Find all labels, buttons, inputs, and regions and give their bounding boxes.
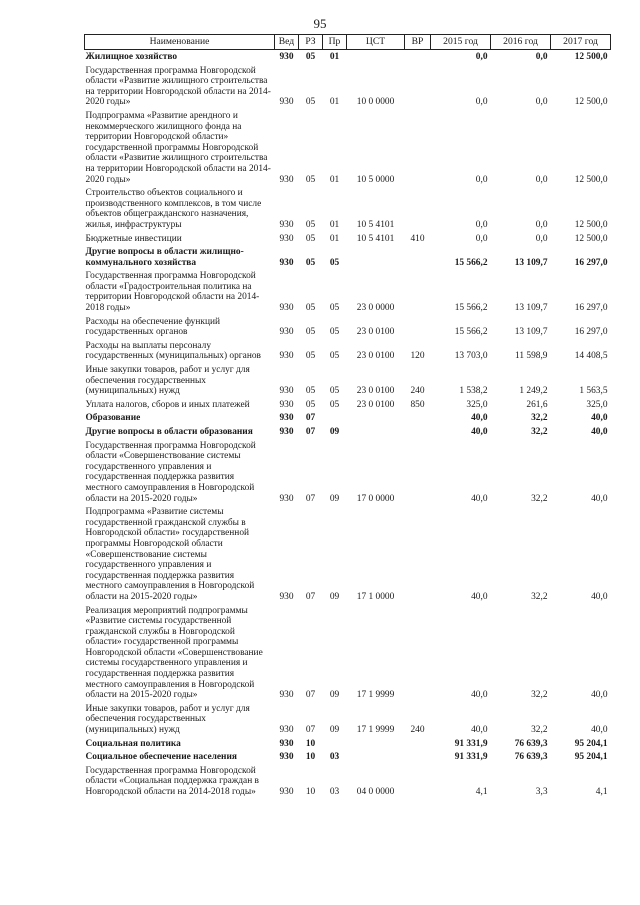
cell-pr: 09 bbox=[329, 725, 340, 736]
table-row bbox=[85, 269, 611, 314]
table-row bbox=[85, 245, 611, 269]
cell-name: Иные закупки товаров, работ и услуг для обеспечения государственных (муниципальных) нужд bbox=[85, 703, 250, 736]
cell-rz: 07 bbox=[305, 413, 316, 424]
cell-cst: 23 0 0100 bbox=[356, 399, 395, 410]
cell-name: Подпрограмма «Развитие арендного и некоммерческого жилищного фонда на территории Новгородской области» государственной программы Новгородской области «Развитие жилищного строительства на территории Новгородской области на 2014-2020 годы» bbox=[85, 110, 271, 185]
cell-cst: 23 0 0000 bbox=[356, 303, 395, 314]
cell-2017: 4,1 bbox=[595, 787, 608, 797]
cell-pr: 01 bbox=[329, 174, 340, 185]
cell-ved: 930 bbox=[279, 52, 294, 62]
cell-name: Другие вопросы в области жилищно-коммунального хозяйства bbox=[85, 247, 244, 268]
cell-cst: 10 5 0000 bbox=[356, 174, 395, 185]
cell-name: Иные закупки товаров, работ и услуг для обеспечения государственных (муниципальных) нужд bbox=[85, 365, 250, 397]
cell-rz: 05 bbox=[305, 233, 316, 244]
cell-2016: 32,2 bbox=[531, 725, 548, 736]
cell-name: Жилищное хозяйство bbox=[85, 52, 178, 62]
cell-vr: 240 bbox=[410, 725, 425, 736]
table-row bbox=[85, 339, 611, 363]
table-row bbox=[85, 109, 611, 186]
cell-2017: 14 408,5 bbox=[574, 351, 608, 362]
cell-pr: 01 bbox=[329, 233, 340, 244]
cell-rz: 05 bbox=[305, 303, 316, 314]
cell-2015: 325,0 bbox=[466, 399, 488, 410]
cell-name: Расходы на выплаты персоналу государственных (муниципальных) органов bbox=[85, 340, 261, 362]
cell-vr bbox=[405, 269, 431, 314]
cell-2015: 0,0 bbox=[475, 97, 488, 108]
cell-2015: 4,1 bbox=[475, 787, 488, 797]
cell-cst: 04 0 0000 bbox=[356, 787, 395, 797]
table-row bbox=[85, 604, 611, 702]
cell-2016: 76 639,3 bbox=[514, 752, 548, 763]
cell-2015: 15 566,2 bbox=[454, 327, 488, 338]
cell-ved: 930 bbox=[279, 738, 294, 749]
header-name: Наименование bbox=[85, 35, 275, 50]
cell-ved: 930 bbox=[279, 427, 294, 437]
table-row bbox=[85, 702, 611, 737]
header-vr: ВР bbox=[405, 35, 431, 50]
cell-ved: 930 bbox=[279, 690, 294, 701]
cell-rz: 05 bbox=[305, 219, 316, 230]
cell-vr bbox=[405, 411, 431, 425]
cell-rz: 07 bbox=[305, 725, 316, 736]
cell-2016: 76 639,3 bbox=[514, 738, 548, 749]
cell-ved: 930 bbox=[279, 257, 294, 268]
cell-rz: 05 bbox=[305, 257, 316, 268]
table-row bbox=[85, 315, 611, 339]
cell-2017: 16 297,0 bbox=[574, 257, 608, 268]
cell-2016: 3,3 bbox=[535, 787, 548, 797]
cell-2015: 40,0 bbox=[471, 493, 488, 504]
cell-2015: 40,0 bbox=[471, 413, 488, 424]
cell-cst bbox=[347, 425, 405, 439]
cell-2016: 261,6 bbox=[526, 399, 548, 410]
cell-2015: 0,0 bbox=[475, 233, 488, 244]
cell-2016: 11 598,9 bbox=[515, 351, 548, 362]
cell-name: Социальная политика bbox=[85, 738, 181, 749]
cell-2017: 95 204,1 bbox=[574, 752, 608, 763]
cell-2017: 40,0 bbox=[591, 690, 608, 701]
cell-vr bbox=[405, 186, 431, 231]
cell-name: Бюджетные инвестиции bbox=[85, 233, 182, 244]
cell-vr bbox=[405, 50, 431, 64]
cell-2015: 15 566,2 bbox=[454, 257, 488, 268]
cell-2015: 40,0 bbox=[471, 427, 488, 437]
header-rz: РЗ bbox=[299, 35, 323, 50]
cell-rz: 05 bbox=[305, 97, 316, 108]
cell-rz: 07 bbox=[305, 427, 316, 437]
cell-2015: 91 331,9 bbox=[454, 738, 488, 749]
table-row bbox=[85, 505, 611, 603]
cell-2017: 40,0 bbox=[591, 725, 608, 736]
cell-cst: 10 5 4101 bbox=[356, 233, 395, 244]
table-header-row bbox=[85, 35, 611, 50]
cell-pr: 09 bbox=[329, 690, 340, 701]
cell-pr: 05 bbox=[329, 303, 340, 314]
cell-2016: 0,0 bbox=[535, 219, 548, 230]
cell-vr bbox=[405, 315, 431, 339]
cell-2016: 32,2 bbox=[531, 413, 548, 424]
cell-2017: 16 297,0 bbox=[574, 327, 608, 338]
cell-2016: 13 109,7 bbox=[514, 303, 548, 314]
cell-vr: 850 bbox=[410, 399, 425, 410]
cell-name: Государственная программа Новгородской области «Социальная поддержка граждан в Новгородской области на 2014-2018 годы» bbox=[85, 765, 259, 797]
cell-name: Другие вопросы в области образования bbox=[85, 427, 253, 437]
cell-2017: 40,0 bbox=[591, 493, 608, 504]
cell-ved: 930 bbox=[279, 351, 294, 362]
cell-name: Уплата налогов, сборов и иных платежей bbox=[85, 399, 250, 410]
cell-ved: 930 bbox=[279, 787, 294, 797]
cell-ved: 930 bbox=[279, 413, 294, 424]
cell-name: Социальное обеспечение населения bbox=[85, 752, 237, 763]
cell-vr bbox=[405, 64, 431, 109]
header-ved: Вед bbox=[275, 35, 299, 50]
cell-rz: 07 bbox=[305, 690, 316, 701]
cell-vr bbox=[405, 505, 431, 603]
cell-pr: 01 bbox=[329, 52, 340, 62]
cell-name: Реализация мероприятий подпрограммы «Развитие системы государственной гражданской службы в Новгородской области» государственной программы Новгородской области «Совершенствование системы государственного управления и государственная поддержка развития местного самоуправления в Новгородской области на 2015-2020 годы» bbox=[85, 605, 263, 701]
cell-ved: 930 bbox=[279, 174, 294, 185]
cell-cst bbox=[347, 245, 405, 269]
cell-name: Государственная программа Новгородской области «Совершенствование системы государственного управления и государственная поддержка развития местного самоуправления в Новгородской области на 2015-2020 годы» bbox=[85, 440, 256, 504]
cell-cst: 17 0 0000 bbox=[356, 493, 395, 504]
cell-rz: 07 bbox=[305, 591, 316, 602]
table-row bbox=[85, 186, 611, 231]
cell-pr: 05 bbox=[329, 257, 340, 268]
cell-2017: 325,0 bbox=[586, 399, 608, 410]
cell-cst: 17 1 9999 bbox=[356, 725, 395, 736]
header-pr: Пр bbox=[323, 35, 347, 50]
cell-2016: 0,0 bbox=[535, 97, 548, 108]
cell-pr: 01 bbox=[329, 97, 340, 108]
cell-pr bbox=[323, 737, 347, 751]
cell-pr: 01 bbox=[329, 219, 340, 230]
cell-rz: 05 bbox=[305, 386, 316, 397]
cell-2016: 32,2 bbox=[531, 690, 548, 701]
table-row bbox=[85, 363, 611, 398]
cell-rz: 05 bbox=[305, 174, 316, 185]
cell-2015: 40,0 bbox=[471, 690, 488, 701]
cell-ved: 930 bbox=[279, 327, 294, 338]
cell-rz: 07 bbox=[305, 493, 316, 504]
cell-ved: 930 bbox=[279, 591, 294, 602]
table-row bbox=[85, 50, 611, 64]
cell-cst: 10 0 0000 bbox=[356, 97, 395, 108]
cell-pr bbox=[323, 411, 347, 425]
table-row bbox=[85, 750, 611, 764]
cell-ved: 930 bbox=[279, 219, 294, 230]
cell-2017: 40,0 bbox=[591, 591, 608, 602]
cell-2017: 12 500,0 bbox=[574, 219, 608, 230]
cell-2017: 12 500,0 bbox=[574, 233, 608, 244]
cell-2017: 1 563,5 bbox=[579, 386, 608, 397]
cell-name: Образование bbox=[85, 413, 141, 424]
cell-rz: 05 bbox=[305, 399, 316, 410]
cell-cst: 17 1 9999 bbox=[356, 690, 395, 701]
cell-rz: 05 bbox=[305, 327, 316, 338]
table-row bbox=[85, 398, 611, 412]
table-row bbox=[85, 411, 611, 425]
cell-ved: 930 bbox=[279, 386, 294, 397]
header-cst: ЦСТ bbox=[347, 35, 405, 50]
cell-ved: 930 bbox=[279, 233, 294, 244]
cell-ved: 930 bbox=[279, 303, 294, 314]
cell-2015: 15 566,2 bbox=[454, 303, 488, 314]
cell-2016: 13 109,7 bbox=[514, 327, 548, 338]
cell-vr bbox=[405, 737, 431, 751]
cell-2016: 32,2 bbox=[531, 427, 548, 437]
cell-2015: 1 538,2 bbox=[459, 386, 488, 397]
cell-2017: 40,0 bbox=[591, 413, 608, 424]
cell-cst bbox=[347, 750, 405, 764]
budget-table bbox=[84, 34, 611, 799]
cell-cst: 10 5 4101 bbox=[356, 219, 395, 230]
table-row bbox=[85, 425, 611, 439]
cell-ved: 930 bbox=[279, 399, 294, 410]
cell-cst bbox=[347, 50, 405, 64]
table-row bbox=[85, 232, 611, 246]
cell-2017: 40,0 bbox=[591, 427, 608, 437]
cell-2016: 0,0 bbox=[535, 174, 548, 185]
cell-cst: 23 0 0100 bbox=[356, 351, 395, 362]
table-row bbox=[85, 64, 611, 109]
cell-2016: 32,2 bbox=[531, 591, 548, 602]
cell-2016: 0,0 bbox=[535, 233, 548, 244]
cell-pr: 05 bbox=[329, 399, 340, 410]
cell-pr: 05 bbox=[329, 327, 340, 338]
cell-vr: 120 bbox=[410, 351, 425, 362]
cell-ved: 930 bbox=[279, 97, 294, 108]
table-body bbox=[85, 50, 611, 799]
cell-rz: 05 bbox=[305, 351, 316, 362]
header-2015: 2015 год bbox=[431, 35, 491, 50]
cell-name: Государственная программа Новгородской области «Градостроительная политика на территории Новгородской области на 2014-2018 годы» bbox=[85, 271, 260, 314]
cell-vr bbox=[405, 425, 431, 439]
header-2016: 2016 год bbox=[491, 35, 551, 50]
cell-cst: 23 0 0100 bbox=[356, 386, 395, 397]
cell-name: Государственная программа Новгородской области «Развитие жилищного строительства на территории Новгородской области на 2014-2020 годы» bbox=[85, 65, 271, 108]
cell-vr bbox=[405, 764, 431, 799]
cell-pr: 05 bbox=[329, 351, 340, 362]
table-row bbox=[85, 764, 611, 799]
cell-cst: 23 0 0100 bbox=[356, 327, 395, 338]
cell-2016: 1 249,2 bbox=[519, 386, 548, 397]
cell-name: Подпрограмма «Развитие системы государственной гражданской службы в Новгородской области» государственной программы Новгородской области «Совершенствование системы государственного управления и государственная поддержка развития местного самоуправления в Новгородской области на 2015-2020 годы» bbox=[85, 507, 255, 602]
cell-2015: 91 331,9 bbox=[454, 752, 488, 763]
cell-pr: 03 bbox=[329, 787, 340, 797]
cell-pr: 09 bbox=[329, 427, 340, 437]
page-number: 95 bbox=[313, 16, 327, 31]
cell-pr: 03 bbox=[329, 752, 340, 763]
cell-vr: 410 bbox=[410, 233, 425, 244]
cell-2016: 32,2 bbox=[531, 493, 548, 504]
cell-rz: 05 bbox=[305, 52, 316, 62]
table-row bbox=[85, 439, 611, 506]
cell-2015: 40,0 bbox=[471, 591, 488, 602]
cell-2017: 95 204,1 bbox=[574, 738, 608, 749]
cell-cst bbox=[347, 411, 405, 425]
cell-name: Расходы на обеспечение функций государственных органов bbox=[85, 316, 220, 338]
cell-2015: 0,0 bbox=[475, 52, 488, 62]
cell-cst bbox=[347, 737, 405, 751]
cell-vr bbox=[405, 245, 431, 269]
cell-vr bbox=[405, 439, 431, 506]
cell-rz: 10 bbox=[305, 738, 316, 749]
cell-name: Строительство объектов социального и производственного комплексов, в том числе объектов общегражданского назначения, жилья, инфраструктуры bbox=[85, 188, 262, 230]
cell-2016: 13 109,7 bbox=[514, 257, 548, 268]
cell-pr: 05 bbox=[329, 386, 340, 397]
cell-2015: 0,0 bbox=[475, 219, 488, 230]
cell-2016: 0,0 bbox=[535, 52, 548, 62]
cell-vr bbox=[405, 750, 431, 764]
cell-2015: 13 703,0 bbox=[454, 351, 488, 362]
cell-pr: 09 bbox=[329, 591, 340, 602]
cell-2017: 12 500,0 bbox=[574, 97, 608, 108]
cell-rz: 10 bbox=[305, 787, 316, 797]
cell-cst: 17 1 0000 bbox=[356, 591, 395, 602]
cell-2015: 0,0 bbox=[475, 174, 488, 185]
cell-pr: 09 bbox=[329, 493, 340, 504]
header-2017: 2017 год bbox=[551, 35, 611, 50]
cell-ved: 930 bbox=[279, 725, 294, 736]
cell-2017: 16 297,0 bbox=[574, 303, 608, 314]
cell-2017: 12 500,0 bbox=[574, 52, 608, 62]
cell-2015: 40,0 bbox=[471, 725, 488, 736]
cell-ved: 930 bbox=[279, 752, 294, 763]
table-row bbox=[85, 737, 611, 751]
cell-2017: 12 500,0 bbox=[574, 174, 608, 185]
cell-vr: 240 bbox=[410, 386, 425, 397]
cell-vr bbox=[405, 604, 431, 702]
cell-vr bbox=[405, 109, 431, 186]
cell-rz: 10 bbox=[305, 752, 316, 763]
cell-ved: 930 bbox=[279, 493, 294, 504]
